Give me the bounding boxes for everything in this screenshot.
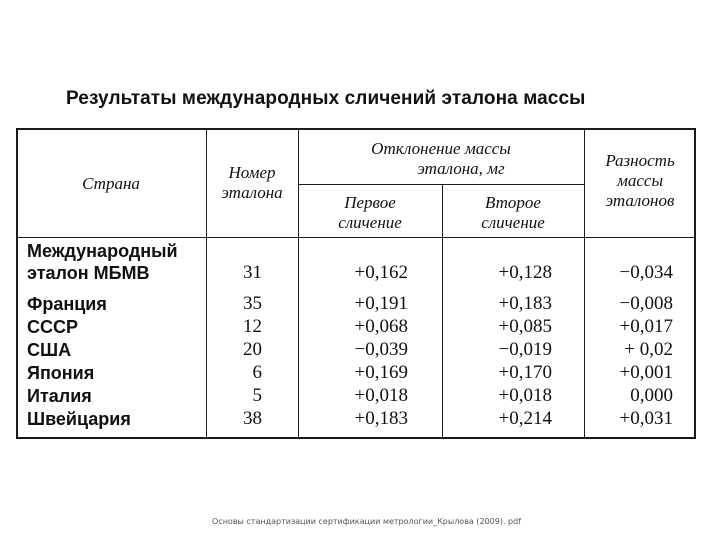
row-country: США bbox=[27, 340, 72, 360]
header-diff-line2: массы bbox=[617, 171, 663, 190]
header-diff-line3: эталонов bbox=[605, 191, 675, 210]
header-second-line2: сличение bbox=[481, 213, 545, 232]
row-number: 35 bbox=[243, 293, 262, 314]
row-country: Международный bbox=[27, 241, 178, 261]
row-first: −0,039 bbox=[354, 339, 408, 360]
header-number-line2: эталона bbox=[221, 183, 283, 202]
header-deviation-line1: Отклонение массы bbox=[371, 139, 511, 158]
source-caption: Основы стандартизации сертификации метрологии_Крылова (2009). pdf bbox=[212, 517, 522, 526]
header-bottom-border bbox=[16, 237, 696, 238]
header-second-line1: Второе bbox=[485, 193, 541, 212]
header-diff-line1: Разность bbox=[605, 151, 675, 170]
row-second: +0,214 bbox=[498, 408, 552, 429]
header-subdivider bbox=[298, 184, 584, 185]
row-number: 12 bbox=[243, 316, 262, 337]
row-first: +0,162 bbox=[354, 262, 408, 283]
header-number bbox=[206, 163, 298, 203]
page-title: Результаты международных сличений эталона массы bbox=[66, 88, 586, 109]
row-first: +0,169 bbox=[354, 362, 408, 383]
row-number: 31 bbox=[243, 262, 262, 283]
row-diff: −0,008 bbox=[619, 293, 673, 314]
row-second: +0,128 bbox=[498, 262, 552, 283]
row-number: 5 bbox=[252, 385, 262, 406]
header-deviation bbox=[298, 139, 584, 179]
row-country-line2: эталон МБМВ bbox=[27, 263, 150, 283]
row-first: +0,018 bbox=[354, 385, 408, 406]
row-second: +0,085 bbox=[498, 316, 552, 337]
row-diff: + 0,02 bbox=[624, 339, 673, 360]
row-country: Франция bbox=[27, 294, 107, 314]
row-first: +0,068 bbox=[354, 316, 408, 337]
row-second: +0,018 bbox=[498, 385, 552, 406]
header-first-line2: сличение bbox=[338, 213, 402, 232]
header-first-line1: Первое bbox=[344, 193, 396, 212]
row-number: 20 bbox=[243, 339, 262, 360]
row-diff: +0,031 bbox=[619, 408, 673, 429]
header-first bbox=[298, 193, 442, 233]
header-country: Страна bbox=[82, 174, 140, 193]
row-diff: +0,001 bbox=[619, 362, 673, 383]
header-diff bbox=[584, 151, 696, 211]
row-diff: +0,017 bbox=[619, 316, 673, 337]
row-diff: −0,034 bbox=[619, 262, 673, 283]
row-second: +0,183 bbox=[498, 293, 552, 314]
row-diff: 0,000 bbox=[630, 385, 673, 406]
row-first: +0,191 bbox=[354, 293, 408, 314]
row-number: 6 bbox=[252, 362, 262, 383]
row-number: 38 bbox=[243, 408, 262, 429]
row-country: Япония bbox=[27, 363, 95, 383]
row-country: СССР bbox=[27, 317, 79, 337]
header-second bbox=[442, 193, 584, 233]
row-first: +0,183 bbox=[354, 408, 408, 429]
header-deviation-line2: эталона, мг bbox=[417, 159, 505, 178]
row-country: Швейцария bbox=[27, 409, 131, 429]
header-number-line1: Номер bbox=[228, 163, 276, 182]
row-second: +0,170 bbox=[498, 362, 552, 383]
row-country: Италия bbox=[27, 386, 92, 406]
row-second: −0,019 bbox=[498, 339, 552, 360]
